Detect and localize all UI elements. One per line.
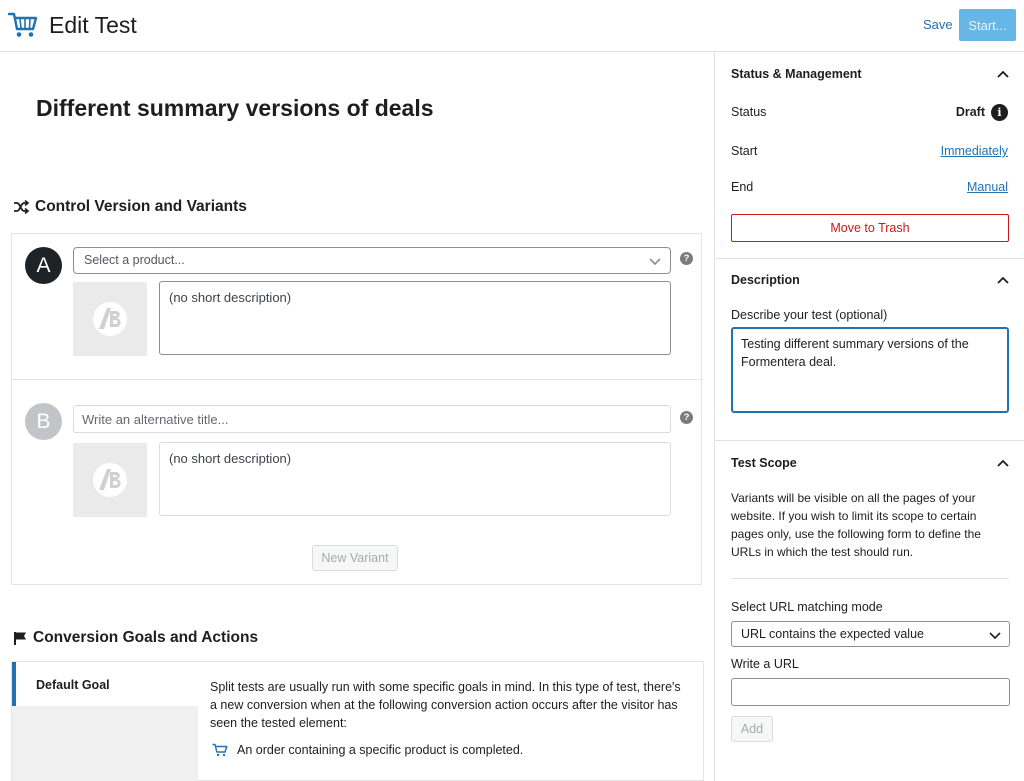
- variant-b-badge: B: [25, 403, 62, 440]
- product-image-placeholder: [73, 443, 147, 517]
- test-title[interactable]: Different summary versions of deals: [36, 95, 434, 121]
- description-textarea[interactable]: Testing different summary versions of the Formentera deal.: [731, 327, 1009, 413]
- start-value-link[interactable]: Immediately: [940, 144, 1008, 158]
- scope-description: Variants will be visible on all the pages of your website. If you wish to limit its scope to certain pages only, use the following form to define the URLs in which the test should run.: [731, 491, 981, 559]
- top-bar: [0, 0, 1024, 52]
- help-icon[interactable]: ?: [680, 252, 693, 265]
- url-matching-mode-select[interactable]: [731, 621, 1010, 647]
- goal-description: Split tests are usually run with some specific goals in mind. In this type of test, there's a new conversion when at the following conversion action occurs after the visitor has seen the tested element:: [210, 680, 681, 730]
- conversion-action-label: An order containing a specific product is completed.: [237, 743, 524, 757]
- goal-tabs-background: [12, 706, 198, 781]
- help-icon[interactable]: ?: [680, 411, 693, 424]
- variant-b-description[interactable]: (no short description): [159, 442, 671, 516]
- url-matching-mode-value: URL contains the expected value: [741, 627, 924, 641]
- shuffle-icon: [13, 200, 29, 214]
- variants-heading: [13, 198, 247, 216]
- status-panel-title[interactable]: Status & Management: [731, 67, 862, 81]
- move-to-trash-button[interactable]: Move to Trash: [731, 214, 1009, 242]
- variants-box: [11, 233, 702, 585]
- goals-box: [11, 661, 704, 781]
- sidebar: [714, 53, 1024, 781]
- chevron-up-icon[interactable]: [996, 67, 1010, 81]
- flag-icon: [13, 631, 27, 645]
- goals-heading-label: Conversion Goals and Actions: [33, 629, 259, 646]
- start-label: Start: [731, 144, 758, 158]
- page-title: Edit Test: [49, 12, 137, 38]
- status-management-panel: [715, 53, 1024, 259]
- end-label: End: [731, 180, 754, 194]
- info-icon[interactable]: i: [991, 104, 1008, 121]
- chevron-up-icon[interactable]: [996, 456, 1010, 470]
- start-button[interactable]: Start...: [959, 9, 1016, 41]
- variant-a: [12, 234, 701, 380]
- divider: [731, 578, 1009, 579]
- alternative-title-input[interactable]: Write an alternative title...: [73, 405, 671, 433]
- product-image-placeholder: [73, 282, 147, 356]
- shopping-cart-icon: [8, 11, 38, 39]
- end-value-link[interactable]: Manual: [967, 180, 1008, 194]
- url-input[interactable]: [731, 678, 1010, 706]
- description-panel-title[interactable]: Description: [731, 273, 800, 287]
- product-select-placeholder: Select a product...: [84, 253, 185, 267]
- default-goal-tab[interactable]: Default Goal: [12, 662, 198, 706]
- variant-a-description[interactable]: (no short description): [159, 281, 671, 355]
- chevron-up-icon[interactable]: [996, 273, 1010, 287]
- variants-heading-label: Control Version and Variants: [35, 198, 247, 215]
- product-select[interactable]: [73, 247, 671, 274]
- status-value: Draft: [955, 105, 985, 119]
- cart-icon: [212, 743, 228, 757]
- url-mode-label: Select URL matching mode: [731, 600, 883, 614]
- main-content: [0, 53, 714, 781]
- variant-a-badge: A: [25, 247, 62, 284]
- url-input-label: Write a URL: [731, 657, 799, 671]
- image-placeholder-icon: [90, 299, 130, 339]
- chevron-down-icon: [648, 254, 662, 268]
- conversion-action[interactable]: [212, 743, 523, 757]
- goals-heading: [13, 629, 258, 647]
- new-variant-button[interactable]: New Variant: [312, 545, 398, 571]
- add-url-button[interactable]: Add: [731, 716, 773, 742]
- chevron-down-icon: [988, 628, 1002, 642]
- status-label: Status: [731, 105, 767, 119]
- save-button[interactable]: Save: [923, 17, 953, 32]
- description-field-label: Describe your test (optional): [731, 308, 888, 322]
- variant-b: [12, 380, 701, 585]
- image-placeholder-icon: [90, 460, 130, 500]
- scope-panel-title[interactable]: Test Scope: [731, 456, 797, 470]
